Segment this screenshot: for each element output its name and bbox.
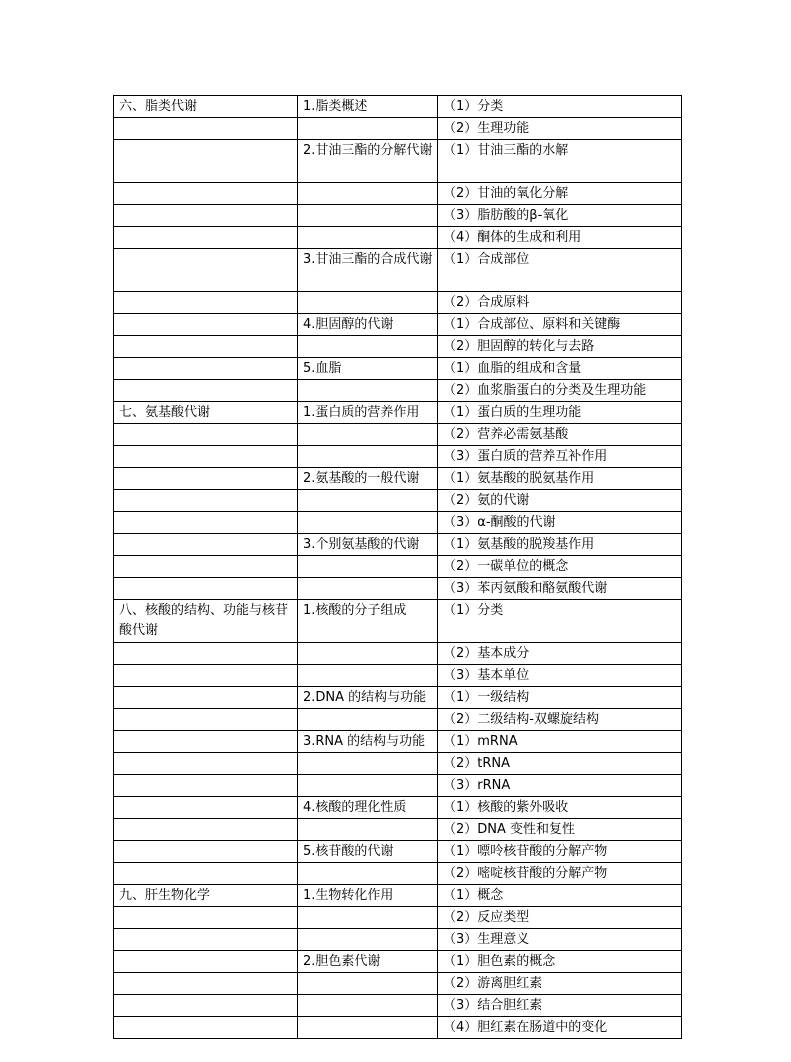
table-row bbox=[114, 995, 682, 1017]
item-cell: （1）一级结构 bbox=[438, 687, 682, 709]
syllabus-table bbox=[113, 95, 682, 1039]
chapter-cell bbox=[114, 534, 298, 556]
section-cell: 4.胆固醇的代谢 bbox=[298, 314, 438, 336]
item-cell: （2）二级结构-双螺旋结构 bbox=[438, 709, 682, 731]
item-cell: （1）血脂的组成和含量 bbox=[438, 358, 682, 380]
item-cell: （1）分类 bbox=[438, 96, 682, 118]
table-row bbox=[114, 973, 682, 995]
section-cell bbox=[298, 512, 438, 534]
section-cell: 5.核苷酸的代谢 bbox=[298, 841, 438, 863]
item-cell: （1）合成部位、原料和关键酶 bbox=[438, 314, 682, 336]
section-cell: 1.核酸的分子组成 bbox=[298, 600, 438, 643]
chapter-cell bbox=[114, 140, 298, 183]
section-cell bbox=[298, 775, 438, 797]
section-cell bbox=[298, 709, 438, 731]
section-cell: 2.氨基酸的一般代谢 bbox=[298, 468, 438, 490]
section-cell bbox=[298, 863, 438, 885]
section-cell bbox=[298, 446, 438, 468]
item-cell: （2）甘油的氧化分解 bbox=[438, 183, 682, 205]
table-row bbox=[114, 118, 682, 140]
item-cell: （2）血浆脂蛋白的分类及生理功能 bbox=[438, 380, 682, 402]
item-cell: （4）胆红素在肠道中的变化 bbox=[438, 1017, 682, 1039]
item-cell: （1）概念 bbox=[438, 885, 682, 907]
section-cell: 3.RNA 的结构与功能 bbox=[298, 731, 438, 753]
chapter-cell bbox=[114, 336, 298, 358]
table-row bbox=[114, 907, 682, 929]
table-row bbox=[114, 841, 682, 863]
item-cell: （3）苯丙氨酸和酪氨酸代谢 bbox=[438, 578, 682, 600]
item-cell: （1）蛋白质的生理功能 bbox=[438, 402, 682, 424]
table-row bbox=[114, 885, 682, 907]
item-cell: （3）生理意义 bbox=[438, 929, 682, 951]
item-cell: （4）酮体的生成和利用 bbox=[438, 227, 682, 249]
item-cell: （2）一碳单位的概念 bbox=[438, 556, 682, 578]
item-cell: （2）合成原料 bbox=[438, 292, 682, 314]
table-row bbox=[114, 249, 682, 292]
table-row bbox=[114, 358, 682, 380]
chapter-cell bbox=[114, 643, 298, 665]
section-cell bbox=[298, 183, 438, 205]
section-cell: 1.生物转化作用 bbox=[298, 885, 438, 907]
chapter-cell bbox=[114, 753, 298, 775]
table-row bbox=[114, 1017, 682, 1039]
item-cell: （2）营养必需氨基酸 bbox=[438, 424, 682, 446]
item-cell: （3）蛋白质的营养互补作用 bbox=[438, 446, 682, 468]
chapter-cell bbox=[114, 1017, 298, 1039]
chapter-cell bbox=[114, 424, 298, 446]
section-cell: 1.蛋白质的营养作用 bbox=[298, 402, 438, 424]
section-cell bbox=[298, 995, 438, 1017]
section-cell bbox=[298, 929, 438, 951]
section-cell: 2.甘油三酯的分解代谢 bbox=[298, 140, 438, 183]
section-cell bbox=[298, 336, 438, 358]
table-row bbox=[114, 863, 682, 885]
table-row bbox=[114, 424, 682, 446]
section-cell bbox=[298, 753, 438, 775]
chapter-cell bbox=[114, 775, 298, 797]
table-row bbox=[114, 600, 682, 643]
chapter-cell bbox=[114, 249, 298, 292]
table-row bbox=[114, 380, 682, 402]
table-row bbox=[114, 205, 682, 227]
section-cell bbox=[298, 665, 438, 687]
item-cell: （2）DNA 变性和复性 bbox=[438, 819, 682, 841]
item-cell: （3）基本单位 bbox=[438, 665, 682, 687]
chapter-cell bbox=[114, 512, 298, 534]
chapter-cell bbox=[114, 665, 298, 687]
item-cell: （3）脂肪酸的β-氧化 bbox=[438, 205, 682, 227]
section-cell bbox=[298, 907, 438, 929]
section-cell: 3.甘油三酯的合成代谢 bbox=[298, 249, 438, 292]
item-cell: （1）分类 bbox=[438, 600, 682, 643]
chapter-cell bbox=[114, 227, 298, 249]
item-cell: （3）α-酮酸的代谢 bbox=[438, 512, 682, 534]
item-cell: （1）嘌呤核苷酸的分解产物 bbox=[438, 841, 682, 863]
table-row bbox=[114, 292, 682, 314]
chapter-cell bbox=[114, 118, 298, 140]
table-row bbox=[114, 797, 682, 819]
table-row bbox=[114, 140, 682, 183]
item-cell: （1）核酸的紫外吸收 bbox=[438, 797, 682, 819]
table-row bbox=[114, 929, 682, 951]
chapter-cell bbox=[114, 863, 298, 885]
item-cell: （1）氨基酸的脱羧基作用 bbox=[438, 534, 682, 556]
item-cell: （1）合成部位 bbox=[438, 249, 682, 292]
item-cell: （2）生理功能 bbox=[438, 118, 682, 140]
section-cell bbox=[298, 578, 438, 600]
section-cell bbox=[298, 973, 438, 995]
chapter-cell: 七、氨基酸代谢 bbox=[114, 402, 298, 424]
section-cell bbox=[298, 1017, 438, 1039]
table-row bbox=[114, 819, 682, 841]
chapter-cell bbox=[114, 709, 298, 731]
item-cell: （2）嘧啶核苷酸的分解产物 bbox=[438, 863, 682, 885]
section-cell bbox=[298, 490, 438, 512]
item-cell: （2）反应类型 bbox=[438, 907, 682, 929]
section-cell: 5.血脂 bbox=[298, 358, 438, 380]
table-row bbox=[114, 753, 682, 775]
section-cell: 1.脂类概述 bbox=[298, 96, 438, 118]
section-cell bbox=[298, 643, 438, 665]
chapter-cell bbox=[114, 929, 298, 951]
item-cell: （2）胆固醇的转化与去路 bbox=[438, 336, 682, 358]
table-row bbox=[114, 578, 682, 600]
section-cell: 2.DNA 的结构与功能 bbox=[298, 687, 438, 709]
table-row bbox=[114, 687, 682, 709]
item-cell: （1）甘油三酯的水解 bbox=[438, 140, 682, 183]
chapter-cell bbox=[114, 687, 298, 709]
section-cell: 2.胆色素代谢 bbox=[298, 951, 438, 973]
section-cell: 4.核酸的理化性质 bbox=[298, 797, 438, 819]
chapter-cell bbox=[114, 819, 298, 841]
chapter-cell bbox=[114, 358, 298, 380]
chapter-cell bbox=[114, 973, 298, 995]
item-cell: （1）mRNA bbox=[438, 731, 682, 753]
section-cell bbox=[298, 118, 438, 140]
section-cell bbox=[298, 424, 438, 446]
section-cell bbox=[298, 205, 438, 227]
chapter-cell bbox=[114, 205, 298, 227]
table-row bbox=[114, 96, 682, 118]
table-row bbox=[114, 490, 682, 512]
chapter-cell bbox=[114, 292, 298, 314]
item-cell: （1）胆色素的概念 bbox=[438, 951, 682, 973]
chapter-cell bbox=[114, 841, 298, 863]
section-cell bbox=[298, 380, 438, 402]
table-row bbox=[114, 336, 682, 358]
item-cell: （3）rRNA bbox=[438, 775, 682, 797]
chapter-cell bbox=[114, 490, 298, 512]
chapter-cell bbox=[114, 731, 298, 753]
chapter-cell bbox=[114, 446, 298, 468]
chapter-cell bbox=[114, 797, 298, 819]
item-cell: （2）基本成分 bbox=[438, 643, 682, 665]
item-cell: （2）tRNA bbox=[438, 753, 682, 775]
table-row bbox=[114, 183, 682, 205]
section-cell: 3.个别氨基酸的代谢 bbox=[298, 534, 438, 556]
chapter-cell: 九、肝生物化学 bbox=[114, 885, 298, 907]
table-row bbox=[114, 775, 682, 797]
chapter-cell bbox=[114, 951, 298, 973]
section-cell bbox=[298, 227, 438, 249]
chapter-cell bbox=[114, 578, 298, 600]
table-row bbox=[114, 468, 682, 490]
table-row bbox=[114, 709, 682, 731]
chapter-cell bbox=[114, 380, 298, 402]
chapter-cell: 六、脂类代谢 bbox=[114, 96, 298, 118]
table-row bbox=[114, 314, 682, 336]
table-row bbox=[114, 534, 682, 556]
table-row bbox=[114, 665, 682, 687]
chapter-cell bbox=[114, 995, 298, 1017]
section-cell bbox=[298, 819, 438, 841]
chapter-cell bbox=[114, 183, 298, 205]
table-row bbox=[114, 512, 682, 534]
section-cell bbox=[298, 292, 438, 314]
table-row bbox=[114, 951, 682, 973]
item-cell: （2）氨的代谢 bbox=[438, 490, 682, 512]
chapter-cell: 八、核酸的结构、功能与核苷酸代谢 bbox=[114, 600, 298, 643]
table-row bbox=[114, 556, 682, 578]
table-row bbox=[114, 643, 682, 665]
chapter-cell bbox=[114, 907, 298, 929]
section-cell bbox=[298, 556, 438, 578]
item-cell: （1）氨基酸的脱氨基作用 bbox=[438, 468, 682, 490]
table-row bbox=[114, 446, 682, 468]
item-cell: （2）游离胆红素 bbox=[438, 973, 682, 995]
chapter-cell bbox=[114, 556, 298, 578]
table-row bbox=[114, 731, 682, 753]
item-cell: （3）结合胆红素 bbox=[438, 995, 682, 1017]
table-row bbox=[114, 227, 682, 249]
chapter-cell bbox=[114, 468, 298, 490]
chapter-cell bbox=[114, 314, 298, 336]
syllabus-table-body bbox=[114, 96, 682, 1039]
table-row bbox=[114, 402, 682, 424]
